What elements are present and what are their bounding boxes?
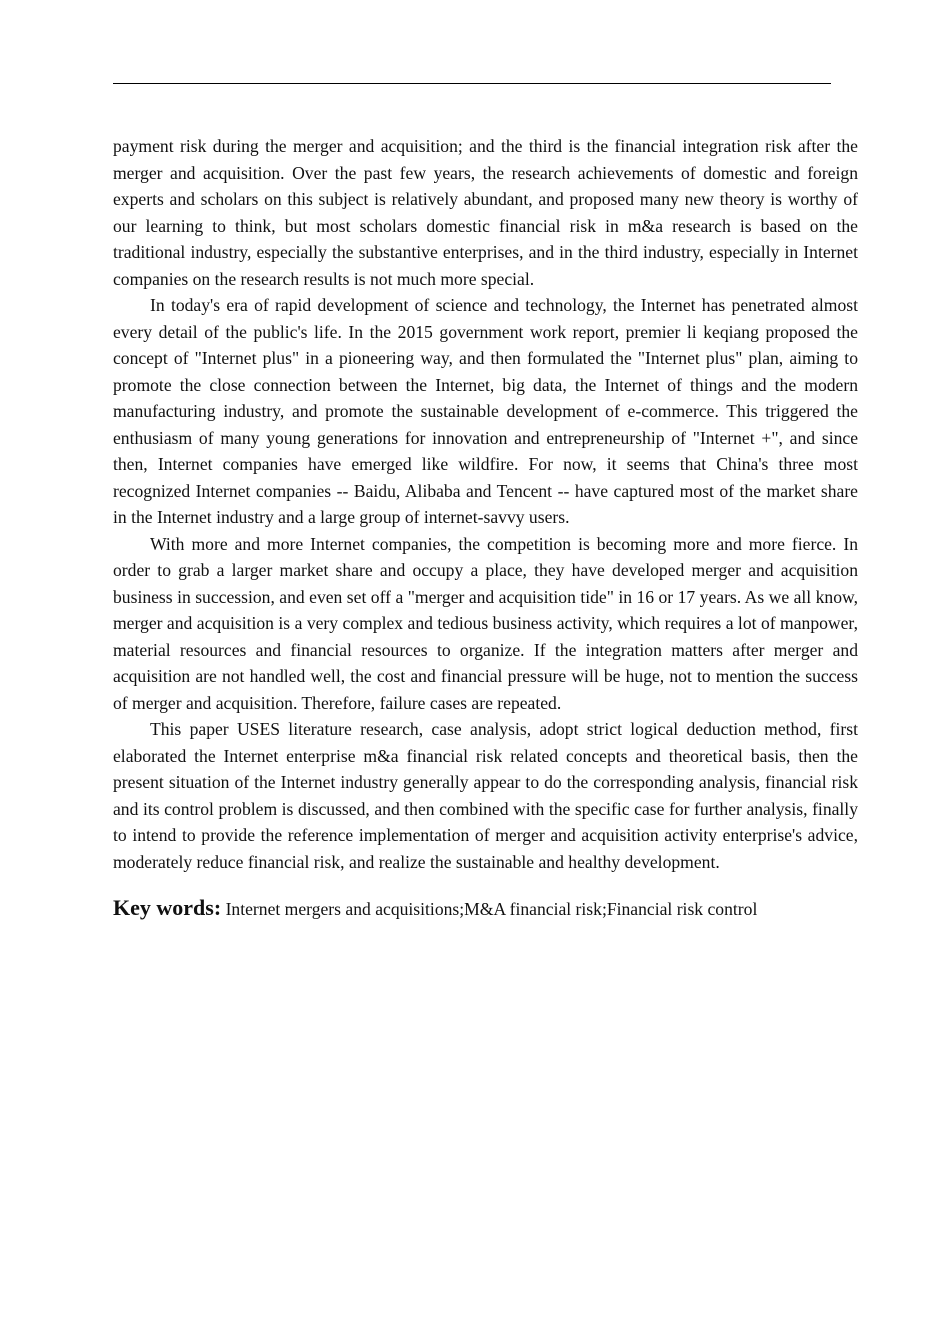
keywords-label: Key words:: [113, 895, 222, 920]
header-rule: [113, 83, 831, 84]
paragraph-4: This paper USES literature research, case analysis, adopt strict logical deduction method, first elaborated the Internet enterprise m&a financial risk related concepts and theoretical basis, then the present situation of the Internet industry generally appear to do the corresponding analysis, financial risk and its control problem is discussed, and then combined with the specific case for further analysis, finally to intend to provide the reference implementation of merger and acquisition activity enterprise's advice, moderately reduce financial risk, and realize the sustainable and healthy development.: [113, 719, 858, 872]
paragraph-2: In today's era of rapid development of science and technology, the Internet has penetrated almost every detail of the public's life. In the 2015 government work report, premier li keqiang proposed the concept of "Internet plus" in a pioneering way, and then formulated the "Internet plus" plan, aiming to promote the close connection between the Internet, big data, the Internet of things and the modern manufacturing industry, and promote the sustainable development of e-commerce. This triggered the enthusiasm of many young generations for innovation and entrepreneurship of "Internet +", and since then, Internet companies have emerged like wildfire. For now, it seems that China's three most recognized Internet companies -- Baidu, Alibaba and Tencent -- have captured most of the market share in the Internet industry and a large group of internet-savvy users.: [113, 295, 858, 527]
paragraph-1: payment risk during the merger and acquisition; and the third is the financial integration risk after the merger and acquisition. Over the past few years, the research achievements of domestic and foreign experts and scholars on this subject is relatively abundant, and proposed many new theory is worthy of our learning to think, but most scholars domestic financial risk in m&a research is based on the traditional industry, especially the substantive enterprises, and in the third industry, especially in Internet companies on the research results is not much more special.: [113, 136, 858, 289]
keywords-text: Internet mergers and acquisitions;M&A financial risk;Financial risk control: [225, 899, 758, 919]
keywords-line: [113, 895, 858, 923]
document-body: [113, 133, 858, 923]
paragraph-3: With more and more Internet companies, the competition is becoming more and more fierce. In order to grab a larger market share and occupy a place, they have developed merger and acquisition business in succession, and even set off a "merger and acquisition tide" in 16 or 17 years. As we all know, merger and acquisition is a very complex and tedious business activity, which requires a lot of manpower, material resources and financial resources to organize. If the integration matters after merger and acquisition are not handled well, the cost and financial pressure will be huge, not to mention the success of merger and acquisition. Therefore, failure cases are repeated.: [113, 533, 858, 713]
